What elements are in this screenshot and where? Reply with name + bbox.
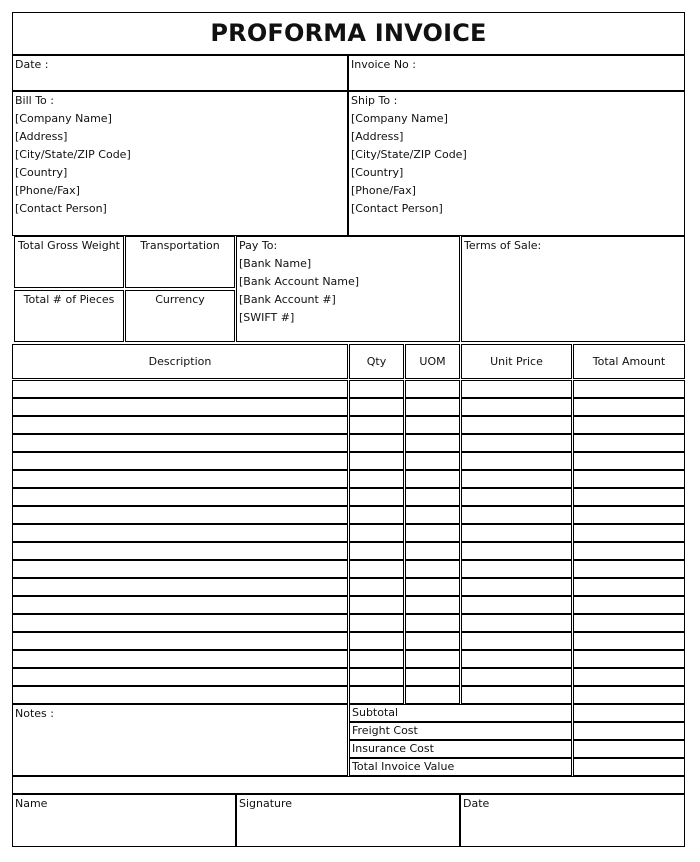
line-item-uom-cell[interactable] xyxy=(405,614,460,632)
header-unit-price xyxy=(461,344,572,379)
line-item-total-amount-cell[interactable] xyxy=(573,506,685,524)
bill-to-address: [Address] xyxy=(15,130,68,143)
line-item-unit-price-cell[interactable] xyxy=(461,434,572,452)
header-total-amount xyxy=(573,344,685,379)
line-item-description-cell[interactable] xyxy=(12,452,348,470)
currency-field[interactable] xyxy=(125,290,235,342)
line-item-uom-cell[interactable] xyxy=(405,398,460,416)
line-item-unit-price-cell[interactable] xyxy=(461,488,572,506)
title-box xyxy=(12,12,685,55)
signature-label: Signature xyxy=(239,797,293,810)
line-item-total-amount-cell[interactable] xyxy=(573,668,685,686)
line-item-unit-price-cell[interactable] xyxy=(461,632,572,650)
line-item-uom-cell[interactable] xyxy=(405,452,460,470)
name-label: Name xyxy=(15,797,48,810)
line-item-description-cell[interactable] xyxy=(12,416,348,434)
line-item-unit-price-cell[interactable] xyxy=(461,668,572,686)
line-item-description-cell[interactable] xyxy=(12,470,348,488)
line-item-qty-cell[interactable] xyxy=(349,686,404,704)
pay-to-swift: [SWIFT #] xyxy=(239,311,295,324)
gross-weight-label: Total Gross Weight xyxy=(17,239,120,252)
line-item-description-cell[interactable] xyxy=(12,506,348,524)
freight-cost-label-cell xyxy=(349,722,572,740)
terms-of-sale-field[interactable] xyxy=(461,236,685,342)
bill-to-section[interactable] xyxy=(12,91,348,236)
header-total-amount-label: Total Amount xyxy=(592,355,666,368)
header-uom xyxy=(405,344,460,379)
line-item-description-cell[interactable] xyxy=(12,488,348,506)
footer-date-field[interactable] xyxy=(460,794,685,847)
freight-cost-value[interactable] xyxy=(573,722,685,740)
line-item-total-amount-cell[interactable] xyxy=(573,542,685,560)
line-item-qty-cell[interactable] xyxy=(349,416,404,434)
insurance-cost-label-cell xyxy=(349,740,572,758)
line-item-unit-price-cell[interactable] xyxy=(461,614,572,632)
line-item-total-amount-cell[interactable] xyxy=(573,632,685,650)
page-title: PROFORMA INVOICE xyxy=(210,19,487,47)
line-item-total-amount-cell[interactable] xyxy=(573,560,685,578)
line-item-unit-price-cell[interactable] xyxy=(461,452,572,470)
line-item-uom-cell[interactable] xyxy=(405,542,460,560)
line-item-description-cell[interactable] xyxy=(12,524,348,542)
line-item-total-amount-cell[interactable] xyxy=(573,524,685,542)
insurance-cost-label: Insurance Cost xyxy=(352,742,434,755)
line-item-qty-cell[interactable] xyxy=(349,542,404,560)
line-item-qty-cell[interactable] xyxy=(349,524,404,542)
line-item-unit-price-cell[interactable] xyxy=(461,470,572,488)
pay-to-account-number: [Bank Account #] xyxy=(239,293,336,306)
line-item-unit-price-cell[interactable] xyxy=(461,506,572,524)
total-invoice-value-label-cell xyxy=(349,758,572,776)
line-item-total-amount-cell[interactable] xyxy=(573,614,685,632)
total-invoice-value-label: Total Invoice Value xyxy=(352,760,455,773)
header-unit-price-label: Unit Price xyxy=(490,355,543,368)
ship-to-country: [Country] xyxy=(351,166,404,179)
line-item-qty-cell[interactable] xyxy=(349,452,404,470)
ship-to-contact: [Contact Person] xyxy=(351,202,443,215)
line-item-qty-cell[interactable] xyxy=(349,632,404,650)
line-item-uom-cell[interactable] xyxy=(405,686,460,704)
line-item-unit-price-cell[interactable] xyxy=(461,578,572,596)
header-qty-label: Qty xyxy=(366,355,387,368)
line-item-description-cell[interactable] xyxy=(12,560,348,578)
line-item-uom-cell[interactable] xyxy=(405,578,460,596)
line-item-qty-cell[interactable] xyxy=(349,650,404,668)
currency-label: Currency xyxy=(155,293,205,306)
line-item-unit-price-cell[interactable] xyxy=(461,542,572,560)
ship-to-phone: [Phone/Fax] xyxy=(351,184,416,197)
subtotal-value[interactable] xyxy=(573,704,685,722)
line-item-qty-cell[interactable] xyxy=(349,596,404,614)
line-item-qty-cell[interactable] xyxy=(349,398,404,416)
line-item-total-amount-cell[interactable] xyxy=(573,488,685,506)
invoice-no-label: Invoice No : xyxy=(351,58,416,71)
line-item-unit-price-cell[interactable] xyxy=(461,686,572,704)
line-item-total-amount-cell[interactable] xyxy=(573,398,685,416)
spacer-row xyxy=(12,776,685,794)
pay-to-section[interactable] xyxy=(236,236,460,342)
bill-to-company: [Company Name] xyxy=(15,112,112,125)
line-item-uom-cell[interactable] xyxy=(405,434,460,452)
pay-to-account-name: [Bank Account Name] xyxy=(239,275,360,288)
line-item-qty-cell[interactable] xyxy=(349,506,404,524)
line-item-description-cell[interactable] xyxy=(12,542,348,560)
line-item-uom-cell[interactable] xyxy=(405,596,460,614)
transportation-label: Transportation xyxy=(140,239,220,252)
terms-of-sale-label: Terms of Sale: xyxy=(464,239,542,252)
line-item-total-amount-cell[interactable] xyxy=(573,380,685,398)
line-item-qty-cell[interactable] xyxy=(349,470,404,488)
bill-to-country: [Country] xyxy=(15,166,68,179)
line-item-description-cell[interactable] xyxy=(12,668,348,686)
pay-to-bank-name: [Bank Name] xyxy=(239,257,312,270)
line-item-total-amount-cell[interactable] xyxy=(573,452,685,470)
line-item-uom-cell[interactable] xyxy=(405,524,460,542)
pieces-label: Total # of Pieces xyxy=(23,293,115,306)
line-item-uom-cell[interactable] xyxy=(405,560,460,578)
line-item-description-cell[interactable] xyxy=(12,596,348,614)
line-item-qty-cell[interactable] xyxy=(349,614,404,632)
insurance-cost-value[interactable] xyxy=(573,740,685,758)
line-item-unit-price-cell[interactable] xyxy=(461,380,572,398)
line-item-total-amount-cell[interactable] xyxy=(573,470,685,488)
pieces-field[interactable] xyxy=(14,290,124,342)
line-item-total-amount-cell[interactable] xyxy=(573,578,685,596)
header-qty xyxy=(349,344,404,379)
invoice-no-field[interactable] xyxy=(348,55,685,91)
ship-to-city: [City/State/ZIP Code] xyxy=(351,148,467,161)
line-item-uom-cell[interactable] xyxy=(405,506,460,524)
line-item-description-cell[interactable] xyxy=(12,380,348,398)
line-item-total-amount-cell[interactable] xyxy=(573,686,685,704)
line-item-qty-cell[interactable] xyxy=(349,578,404,596)
line-item-uom-cell[interactable] xyxy=(405,668,460,686)
ship-to-label: Ship To : xyxy=(351,94,398,107)
subtotal-label-cell xyxy=(349,704,572,722)
line-item-description-cell[interactable] xyxy=(12,686,348,704)
bill-to-phone: [Phone/Fax] xyxy=(15,184,80,197)
line-item-unit-price-cell[interactable] xyxy=(461,560,572,578)
name-field[interactable] xyxy=(12,794,236,847)
header-uom-label: UOM xyxy=(419,355,446,368)
line-item-description-cell[interactable] xyxy=(12,398,348,416)
bill-to-label: Bill To : xyxy=(15,94,54,107)
gross-weight-field[interactable] xyxy=(14,236,124,288)
footer-date-label: Date xyxy=(463,797,490,810)
line-item-uom-cell[interactable] xyxy=(405,488,460,506)
line-item-description-cell[interactable] xyxy=(12,650,348,668)
line-item-total-amount-cell[interactable] xyxy=(573,434,685,452)
line-item-unit-price-cell[interactable] xyxy=(461,416,572,434)
line-item-description-cell[interactable] xyxy=(12,632,348,650)
line-item-unit-price-cell[interactable] xyxy=(461,650,572,668)
line-item-description-cell[interactable] xyxy=(12,578,348,596)
notes-label: Notes : xyxy=(15,707,54,720)
pay-to-label: Pay To: xyxy=(239,239,278,252)
subtotal-label: Subtotal xyxy=(352,706,399,719)
line-item-qty-cell[interactable] xyxy=(349,560,404,578)
line-item-qty-cell[interactable] xyxy=(349,488,404,506)
ship-to-section[interactable] xyxy=(348,91,685,236)
line-item-qty-cell[interactable] xyxy=(349,434,404,452)
line-item-uom-cell[interactable] xyxy=(405,650,460,668)
date-field[interactable] xyxy=(12,55,348,91)
transportation-field[interactable] xyxy=(125,236,235,288)
bill-to-contact: [Contact Person] xyxy=(15,202,107,215)
line-item-uom-cell[interactable] xyxy=(405,470,460,488)
ship-to-address: [Address] xyxy=(351,130,404,143)
line-item-description-cell[interactable] xyxy=(12,614,348,632)
line-item-total-amount-cell[interactable] xyxy=(573,416,685,434)
line-item-unit-price-cell[interactable] xyxy=(461,524,572,542)
header-description xyxy=(12,344,348,379)
line-item-unit-price-cell[interactable] xyxy=(461,398,572,416)
ship-to-company: [Company Name] xyxy=(351,112,448,125)
line-item-total-amount-cell[interactable] xyxy=(573,650,685,668)
line-item-uom-cell[interactable] xyxy=(405,416,460,434)
line-item-total-amount-cell[interactable] xyxy=(573,596,685,614)
line-item-unit-price-cell[interactable] xyxy=(461,596,572,614)
header-description-label: Description xyxy=(148,355,212,368)
date-label: Date : xyxy=(15,58,49,71)
line-item-qty-cell[interactable] xyxy=(349,668,404,686)
freight-cost-label: Freight Cost xyxy=(352,724,418,737)
line-item-uom-cell[interactable] xyxy=(405,380,460,398)
line-item-uom-cell[interactable] xyxy=(405,632,460,650)
total-invoice-value[interactable] xyxy=(573,758,685,776)
line-item-qty-cell[interactable] xyxy=(349,380,404,398)
line-item-description-cell[interactable] xyxy=(12,434,348,452)
notes-field[interactable] xyxy=(12,704,348,776)
bill-to-city: [City/State/ZIP Code] xyxy=(15,148,131,161)
signature-field[interactable] xyxy=(236,794,460,847)
